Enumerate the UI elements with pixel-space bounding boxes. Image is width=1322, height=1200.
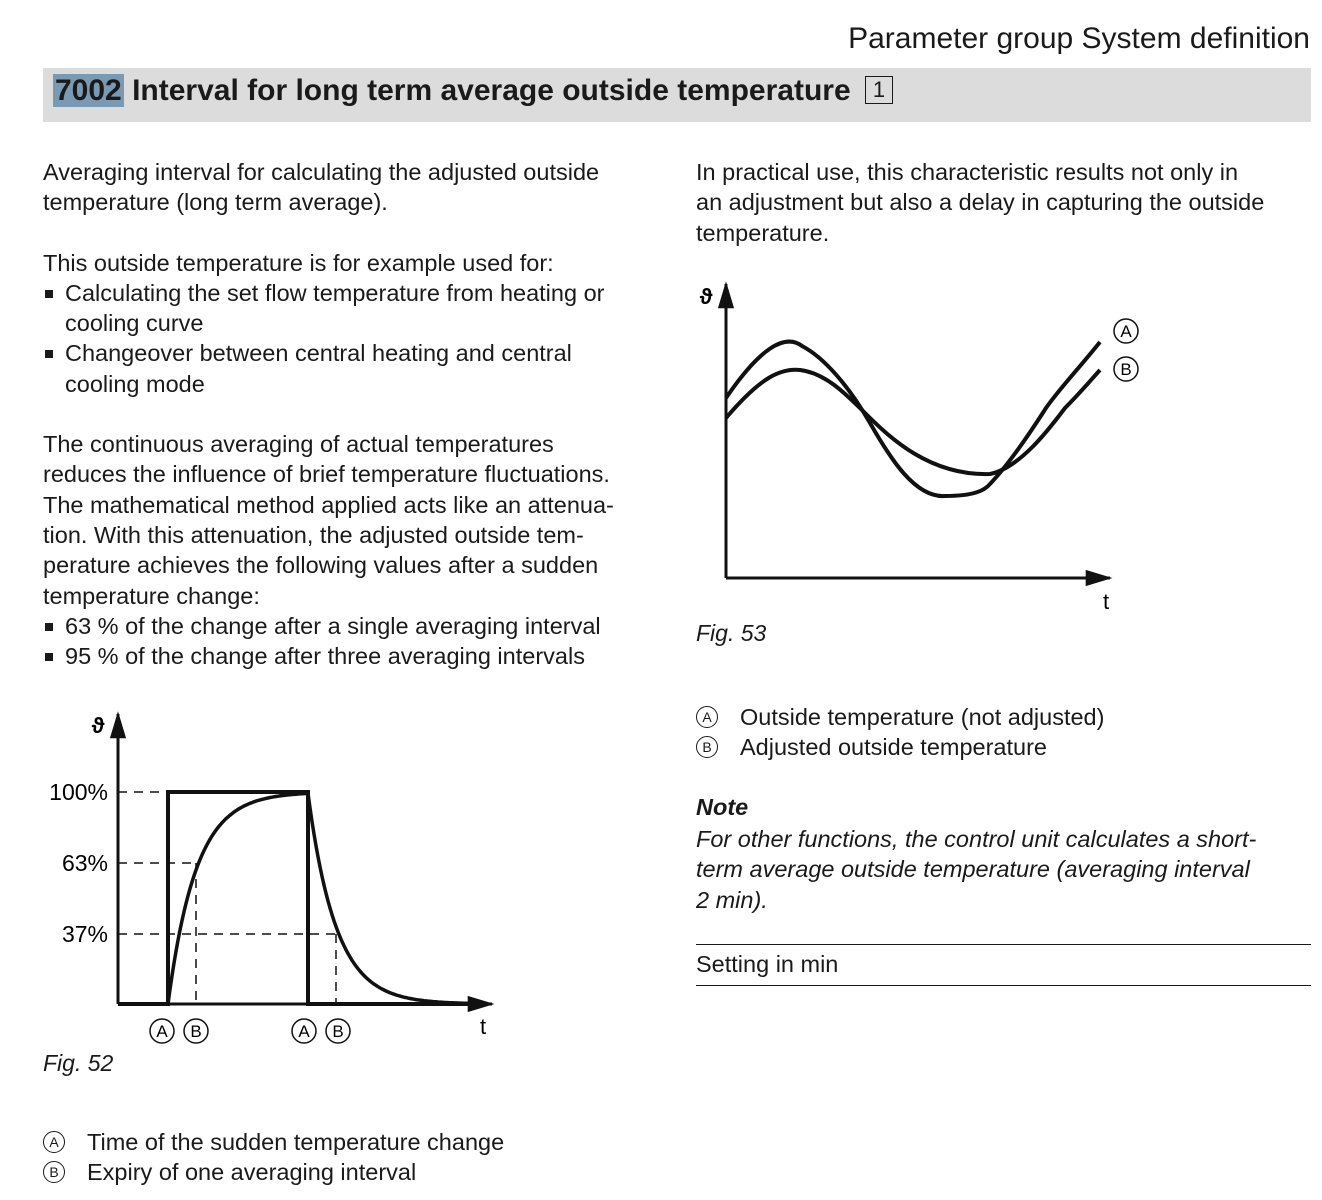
text-line: tion. With this attenuation, the adjusted outside tem-: [43, 521, 584, 548]
x-axis-symbol: t: [1102, 589, 1110, 614]
fig-53-caption: Fig. 53: [696, 620, 767, 646]
intro-paragraph: [43, 157, 683, 218]
parameter-title: Interval for long term average outside temperature: [132, 74, 851, 107]
averaging-paragraph: [43, 429, 683, 611]
legend-text: Outside temperature (not adjusted): [740, 704, 1105, 730]
legend-row: [696, 702, 1104, 732]
curve-b: [726, 370, 1100, 474]
text-line: 2 min).: [696, 886, 768, 913]
curve-a: [726, 342, 1100, 497]
fig-53-legend: [696, 702, 1104, 763]
legend-row: [696, 732, 1104, 762]
marker-a-2-label: A: [298, 1022, 310, 1041]
text-line: Changeover between central heating and central: [65, 340, 572, 367]
legend-row: [43, 1127, 504, 1157]
text-line: temperature change:: [43, 582, 260, 609]
usage-list: [43, 278, 683, 399]
text-line: The mathematical method applied acts like an attenua-: [43, 491, 614, 518]
legend-text: Time of the sudden temperature change: [87, 1129, 505, 1155]
text-line: reduces the influence of brief temperature fluctuations.: [43, 461, 610, 488]
legend-mark-b: B: [696, 736, 718, 758]
left-column: [43, 157, 683, 671]
note-text: [696, 824, 1316, 915]
level-box: 1: [865, 76, 893, 104]
legend-text: Adjusted outside temperature: [740, 734, 1047, 761]
note-heading: Note: [696, 794, 749, 820]
x-axis-symbol: t: [479, 1014, 487, 1039]
marker-b-2-label: B: [332, 1022, 344, 1041]
legend-row: [43, 1157, 504, 1187]
usage-intro: This outside temperature is for example used for:: [43, 249, 554, 276]
text-line: temperature.: [696, 219, 830, 246]
text-line: Averaging interval for calculating the adjusted outside: [43, 159, 600, 185]
setting-row: [696, 944, 1311, 986]
legend-text: Expiry of one averaging interval: [87, 1159, 417, 1186]
label-a: A: [1120, 322, 1132, 341]
list-item: [43, 338, 683, 399]
text-line: cooling curve: [65, 310, 204, 337]
legend-mark-a: A: [43, 1131, 65, 1153]
y-axis-symbol: ϑ: [91, 713, 105, 738]
right-intro: [696, 157, 1316, 248]
legend-mark-b: B: [43, 1161, 65, 1183]
marker-b-1-label: B: [190, 1022, 202, 1041]
percent-list: [43, 611, 683, 672]
response-curve: [168, 793, 480, 1004]
list-item: [43, 278, 683, 339]
section-header: Parameter group System definition: [848, 22, 1310, 55]
fig-52-diagram: [40, 700, 510, 1060]
tick-label-63: 63%: [61, 850, 108, 876]
fig-53-diagram: [690, 278, 1160, 618]
text-line: perature achieves the following values after a sudden: [43, 552, 599, 579]
text-line: cooling mode: [65, 370, 205, 397]
text-line: In practical use, this characteristic results not only in: [696, 159, 1239, 185]
text-line: Calculating the set flow temperature from heating or: [65, 279, 605, 306]
text-line: an adjustment but also a delay in capturing the outside: [696, 189, 1265, 216]
tick-label-37: 37%: [61, 921, 108, 947]
list-item: 63 % of the change after a single averaging interval: [43, 611, 683, 641]
text-line: For other functions, the control unit calculates a short-: [696, 826, 1257, 852]
marker-a-1-label: A: [156, 1022, 168, 1041]
fig-52-legend: [43, 1127, 504, 1188]
y-axis-symbol: ϑ: [699, 284, 713, 309]
legend-mark-a: A: [696, 706, 718, 728]
parameter-code: 7002: [55, 74, 122, 107]
page-title: [53, 74, 893, 108]
fig-52-caption: Fig. 52: [43, 1050, 114, 1076]
tick-label-100: 100%: [49, 779, 108, 805]
label-b: B: [1120, 360, 1132, 379]
text-line: The continuous averaging of actual temperatures: [43, 431, 554, 458]
setting-label: Setting in min: [696, 951, 839, 977]
list-item: 95 % of the change after three averaging intervals: [43, 641, 683, 671]
text-line: temperature (long term average).: [43, 189, 388, 216]
text-line: term average outside temperature (averaging interval: [696, 856, 1250, 883]
